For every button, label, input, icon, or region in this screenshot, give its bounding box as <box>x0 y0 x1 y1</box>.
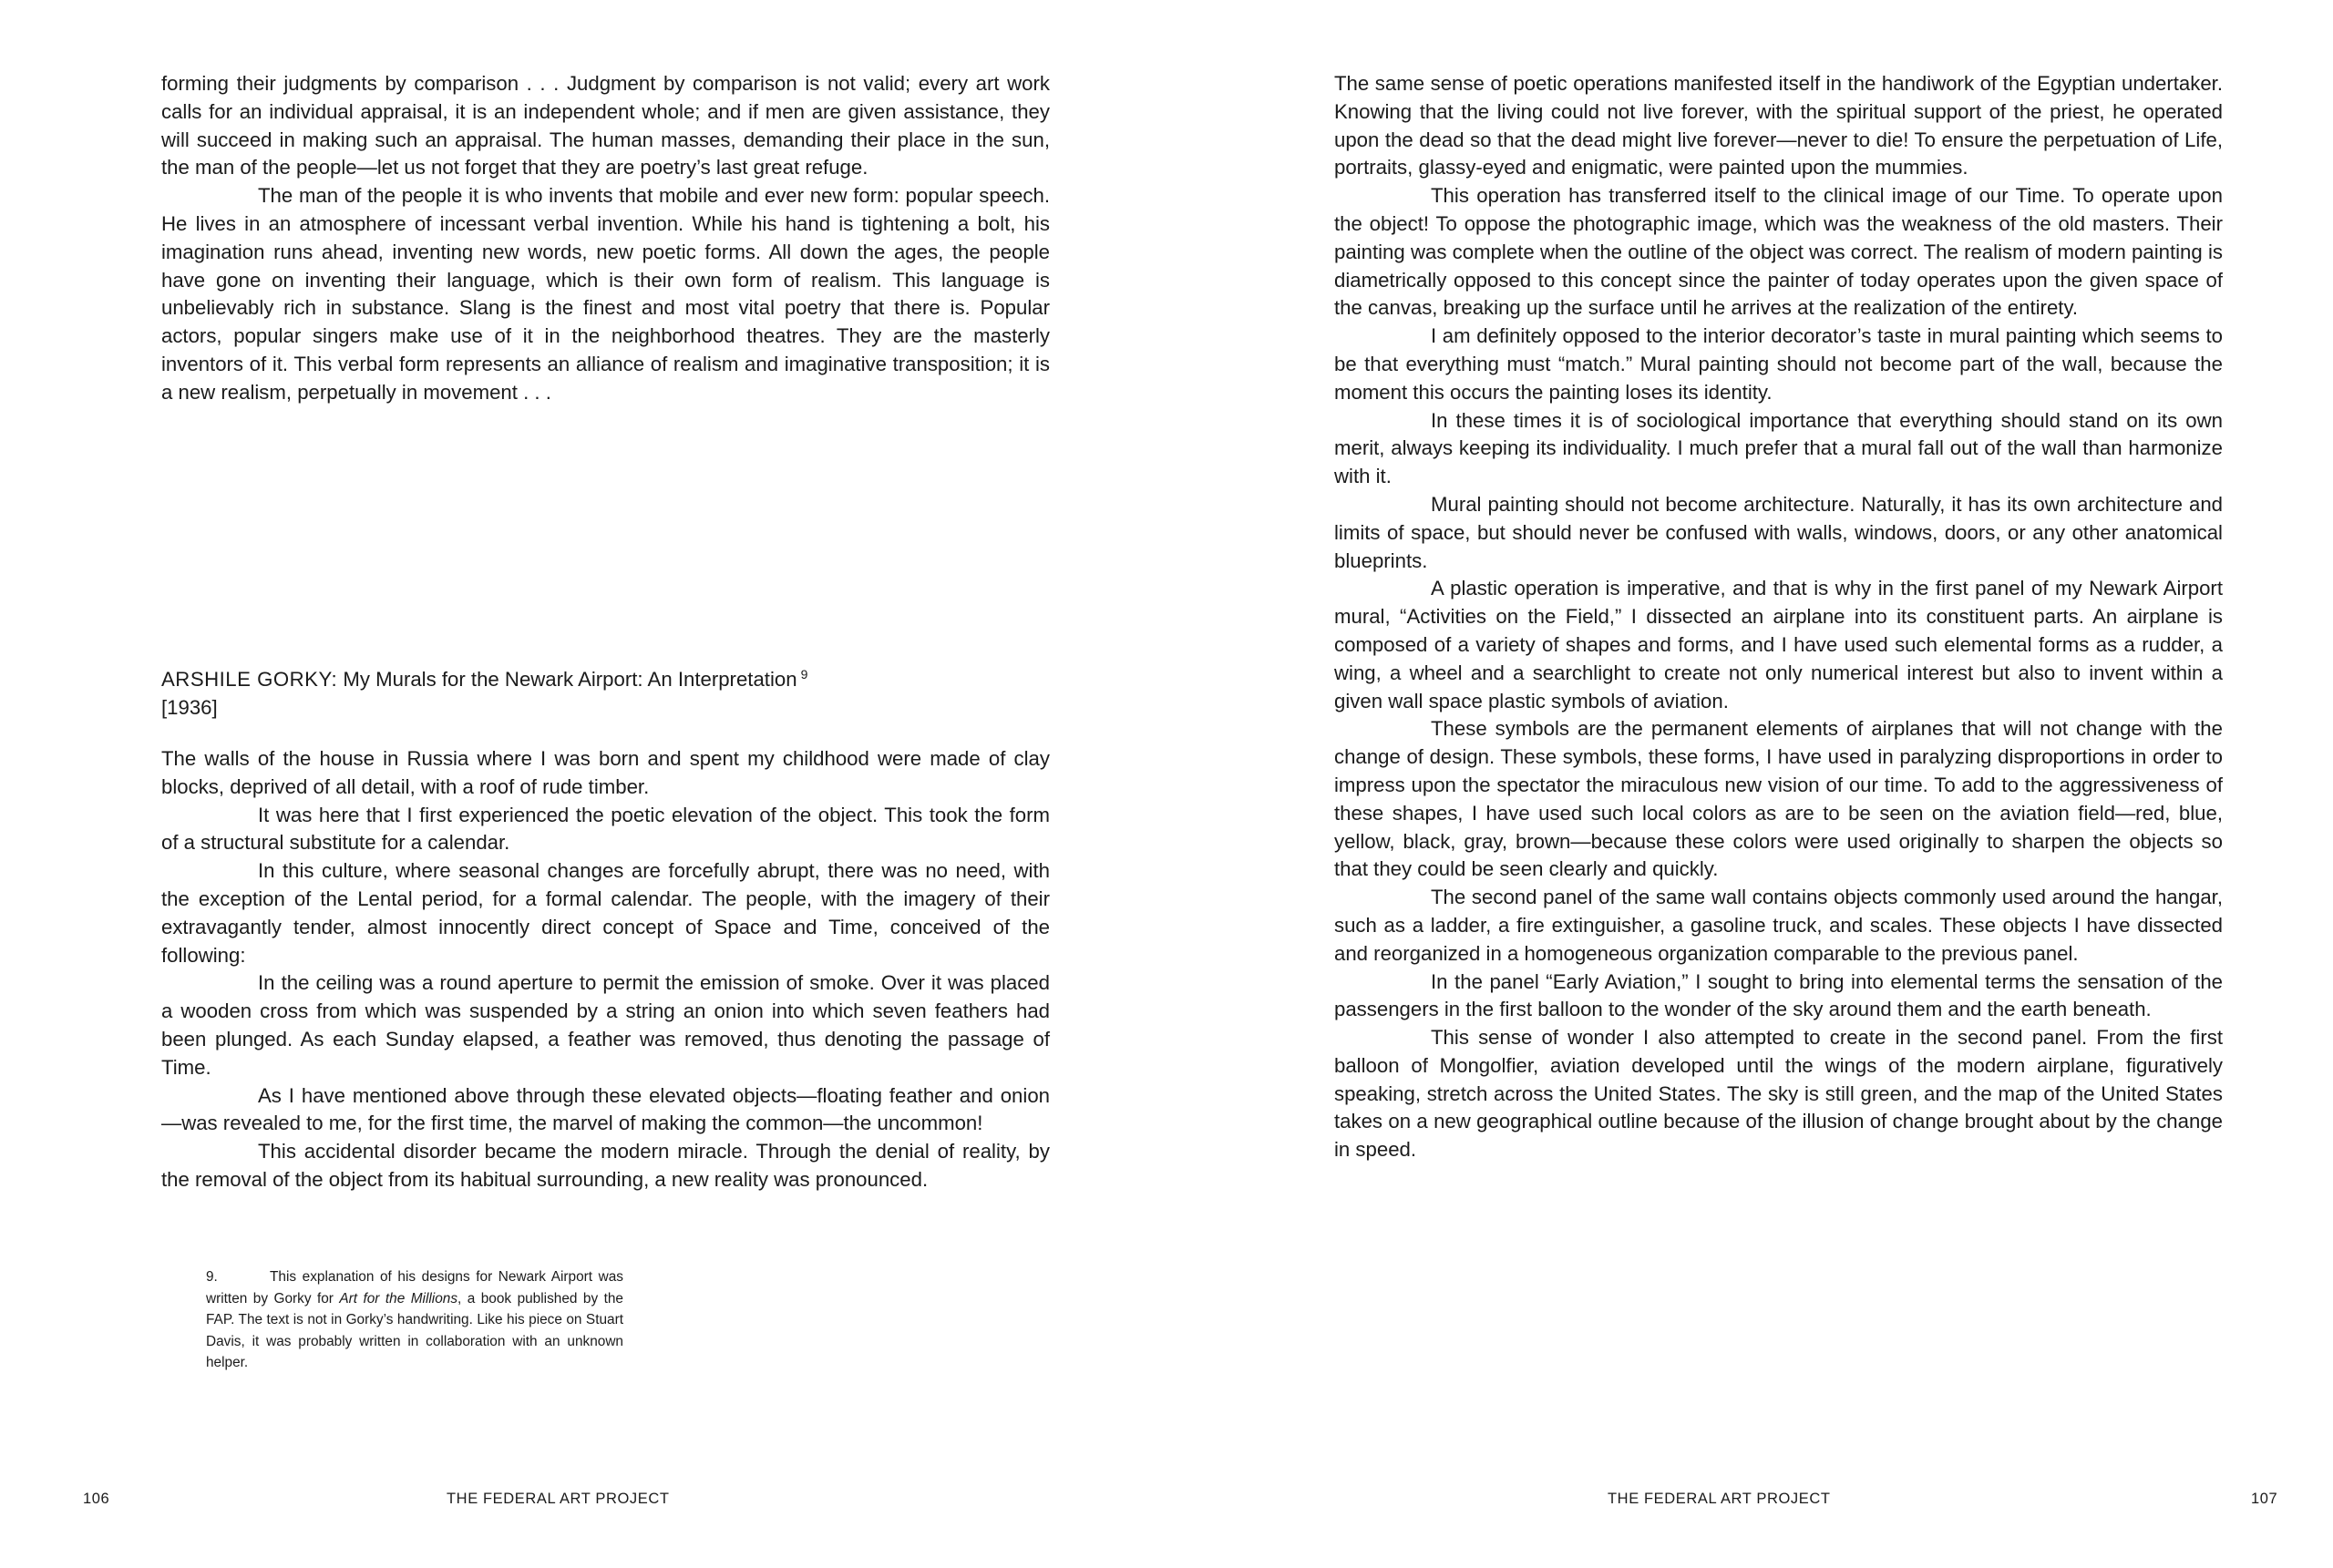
footnote <box>206 1266 623 1374</box>
left-top-text-block <box>161 70 1050 407</box>
heading-year: [1936] <box>161 695 218 719</box>
body-paragraph: These symbols are the permanent elements of airplanes that will not change with the change of design. These symbols, these forms, I have used in paralyzing disproportions in order to impress upon the spectator the miraculous new vision of our time. To add to the aggressiveness of these shapes, I have used such local colors as are to be seen on the aviation field—red, blue, yellow, black, gray, brown—because these colors were used originally to sharpen the objects so that they could be seen clearly and quickly. <box>1334 717 2223 881</box>
right-body-text-block <box>1334 70 2223 1164</box>
body-paragraph: In these times it is of sociological importance that everything should stand on its own merit, always keeping its individuality. I much prefer that a mural fall out of the wall than harmonize with it. <box>1334 408 2223 488</box>
body-paragraph: This sense of wonder I also attempted to create in the second panel. From the first balloon of Mongolfier, aviation developed until the wings of the modern airplane, figuratively speaking, stretch across the United States. The sky is still green, and the map of the United States takes on a new geographical outline because of the illusion of change brought about by the change in speed. <box>1334 1026 2223 1162</box>
body-paragraph: The same sense of poetic operations manifested itself in the handiwork of the Egyptian undertaker. Knowing that the living could not live forever, with the spiritual support of the priest, he operated upon the dead so that the dead might live forever—never to die! To ensure the perpetuation of Life, portraits, glassy-eyed and enigmatic, were painted upon the mummies. <box>1334 72 2223 179</box>
footnote-book-title: Art for the Millions <box>339 1290 458 1307</box>
body-paragraph: The walls of the house in Russia where I was born and spent my childhood were made of clay blocks, deprived of all detail, with a roof of rude timber. <box>161 747 1050 798</box>
body-paragraph: This operation has transferred itself to the clinical image of our Time. To operate upon the object! To oppose the photographic image, which was the weakness of the old masters. Their painting was complete when the outline of the object was correct. The realism of modern painting is diametrically opposed to this concept since the painter of today operates upon the given space of the canvas, breaking up the surface until he arrives at the realization of the entirety. <box>1334 184 2223 320</box>
body-paragraph: A plastic operation is imperative, and that is why in the first panel of my Newark Airport mural, “Activities on the Field,” I dissected an airplane into its constituent parts. An airplane is composed of a variety of shapes and forms, and I have used such elemental forms as a rudder, a wing, a wheel and a searchlight to create not only numerical interest but also to invent within a given wall space plastic symbols of aviation. <box>1334 577 2223 712</box>
running-footer-right: THE FEDERAL ART PROJECT <box>1608 1491 1831 1507</box>
continued-paragraph: forming their judgments by comparison . . . Judgment by comparison is not valid; every art work calls for an individual appraisal, it is an independent whole; and if men are given assistance, they will succeed in making such an appraisal. The human masses, demanding their place in the sun, the man of the people—let us not forget that they are poetry’s last great refuge. <box>161 72 1050 179</box>
left-body-text-block <box>161 745 1050 1194</box>
footnote-text-after: , a book published by the FAP. The text is not in Gorky’s handwriting. Like his piece on Stuart Davis, it was probably written in collaboration with an unknown helper. <box>206 1290 623 1371</box>
body-paragraph: I am definitely opposed to the interior decorator’s taste in mural painting which seems to be that everything must “match.” Mural painting should not become part of the wall, because the moment this occurs the painting loses its identity. <box>1334 324 2223 404</box>
heading-note-ref: 9 <box>800 667 808 682</box>
left-page <box>0 0 1166 1568</box>
footnote-number: 9. <box>206 1269 218 1285</box>
body-paragraph: This accidental disorder became the modern miracle. Through the denial of reality, by the removal of the object from its habitual surrounding, a new reality was pronounced. <box>161 1140 1050 1191</box>
body-paragraph: The second panel of the same wall contains objects commonly used around the hangar, such as a ladder, a fire extinguisher, a gasoline truck, and scales. These objects I have dissected and reorganized in a homogeneous organization comparable to the previous panel. <box>1334 886 2223 965</box>
body-paragraph: In this culture, where seasonal changes are forcefully abrupt, there was no need, with the exception of the Lental period, for a formal calendar. The people, with the imagery of their extravagantly tender, almost innocently direct concept of Space and Time, conceived of the following: <box>161 859 1050 967</box>
footnote-text-before: This explanation of his designs for Newark Airport was written by Gorky for <box>206 1269 623 1307</box>
body-paragraph: Mural painting should not become architecture. Naturally, it has its own architecture and limits of space, but should never be confused with walls, windows, doors, or any other anatomical blueprints. <box>1334 492 2223 572</box>
heading-title: My Murals for the Newark Airport: An Interpretation <box>343 668 797 691</box>
body-paragraph: As I have mentioned above through these elevated objects—floating feather and onion—was revealed to me, for the first time, the marvel of making the common—the uncommon! <box>161 1083 1050 1135</box>
paragraph-man-of-people: The man of the people it is who invents that mobile and ever new form: popular speech. He lives in an atmosphere of incessant verbal invention. While his hand is tightening a bolt, his imagination runs ahead, inventing new words, new poetic forms. All down the ages, the people have gone on inventing their language, which is their own form of realism. This language is unbelievably rich in substance. Slang is the finest and most vital poetry that there is. Popular actors, popular singers make use of it in the neighborhood theatres. They are the masterly inventors of it. This verbal form represents an alliance of realism and imaginative transposition; it is a new realism, perpetually in movement . . . <box>161 184 1050 404</box>
body-paragraph: In the panel “Early Aviation,” I sought to bring into elemental terms the sensation of the passengers in the first balloon to the wonder of the sky around them and the earth beneath. <box>1334 969 2223 1021</box>
heading-author: ARSHILE GORKY: <box>161 668 338 691</box>
running-footer-left: THE FEDERAL ART PROJECT <box>447 1491 670 1507</box>
essay-heading <box>161 661 807 723</box>
page-number-left: 106 <box>83 1491 110 1507</box>
page-number-right: 107 <box>2251 1491 2278 1507</box>
body-paragraph: It was here that I first experienced the poetic elevation of the object. This took the form of a structural substitute for a calendar. <box>161 803 1050 855</box>
right-page <box>1166 0 2333 1568</box>
body-paragraph: In the ceiling was a round aperture to permit the emission of smoke. Over it was placed a wooden cross from which was suspended by a string an onion into which seven feathers had been plunged. As each Sunday elapsed, a feather was removed, thus denoting the passage of Time. <box>161 971 1050 1079</box>
